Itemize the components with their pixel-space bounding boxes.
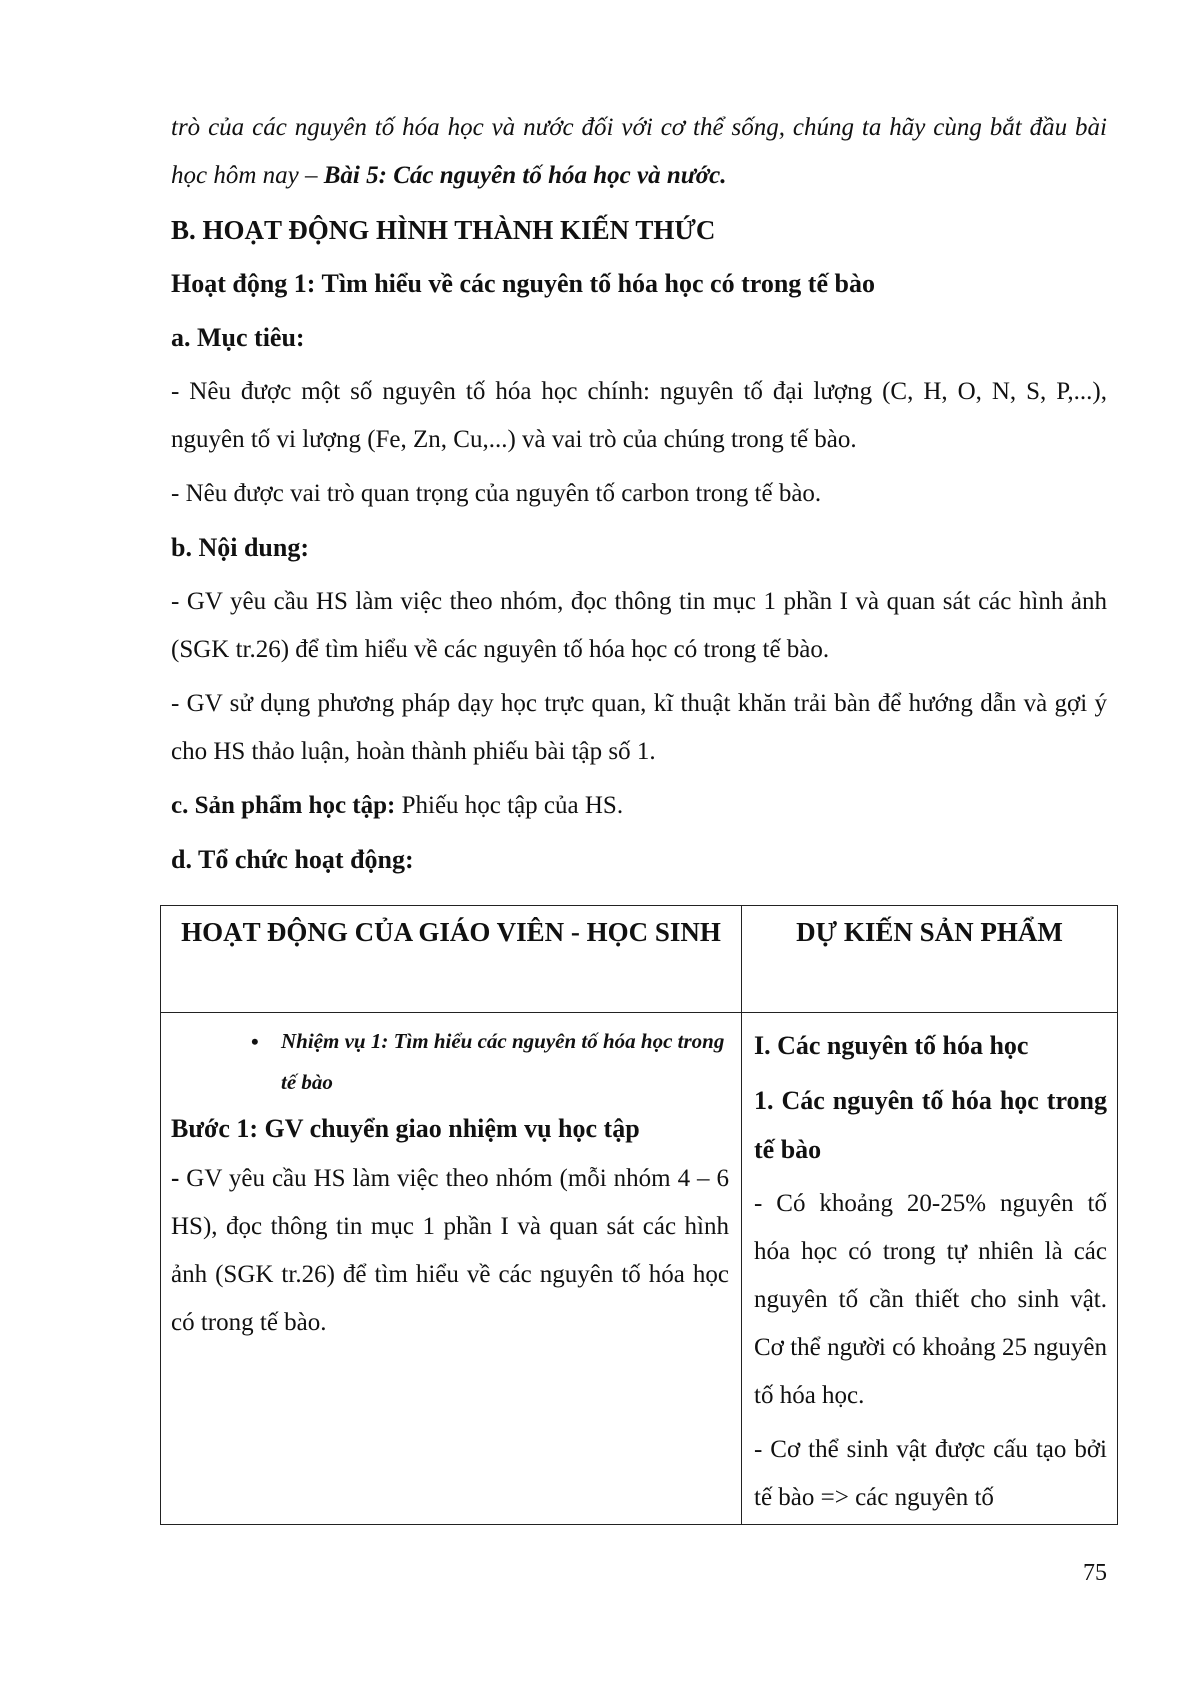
page-body	[171, 104, 1107, 890]
table-header-row	[161, 906, 1118, 1013]
page-number: 75	[1083, 1560, 1107, 1586]
content-item: - GV sử dụng phương pháp dạy học trực quan, kĩ thuật khăn trải bàn để hướng dẫn và gợi ý cho HS thảo luận, hoàn thành phiếu bài tập số 1.	[171, 690, 1107, 765]
product-paragraph: - Cơ thể sinh vật được cấu tạo bởi tế bào => các nguyên tố	[754, 1436, 1107, 1511]
table-row	[161, 1013, 1118, 1525]
product-line	[171, 782, 1107, 830]
objective-item: - Nêu được vai trò quan trọng của nguyên tố carbon trong tế bào.	[171, 480, 822, 507]
section-title: B. HOẠT ĐỘNG HÌNH THÀNH KIẾN THỨC	[171, 215, 716, 245]
lesson-title: Bài 5: Các nguyên tố hóa học và nước.	[323, 162, 727, 189]
objective-item: - Nêu được một số nguyên tố hóa học chính: nguyên tố đại lượng (C, H, O, N, S, P,...), nguyên tố vi lượng (Fe, Zn, Cu,...) và vai trò của chúng trong tế bào.	[171, 378, 1107, 453]
dash: -	[171, 1165, 180, 1192]
product-heading: I. Các nguyên tố hóa học	[754, 1031, 1029, 1060]
task-item	[251, 1021, 729, 1103]
objectives-heading: a. Mục tiêu:	[171, 323, 305, 352]
organize-heading: d. Tổ chức hoạt động:	[171, 845, 414, 874]
step-title: Bước 1: GV chuyển giao nhiệm vụ học tập	[171, 1114, 640, 1143]
activity-table	[160, 905, 1118, 1525]
product-paragraph: - Có khoảng 20-25% nguyên tố hóa học có trong tự nhiên là các nguyên tố cần thiết cho sinh vật. Cơ thể người có khoảng 25 nguyên tố hóa học.	[754, 1190, 1107, 1409]
product-label: c. Sản phẩm học tập:	[171, 792, 396, 819]
activity-title: Hoạt động 1: Tìm hiểu về các nguyên tố hóa học có trong tế bào	[171, 269, 875, 298]
step-text: GV yêu cầu HS làm việc theo nhóm (mỗi nhóm 4 – 6 HS), đọc thông tin mục 1 phần I và quan sát các hình ảnh (SGK tr.26) để tìm hiểu về các nguyên tố hóa học có trong tế bào.	[171, 1165, 729, 1336]
step-description	[171, 1155, 729, 1347]
content-heading: b. Nội dung:	[171, 533, 309, 562]
intro-text: trò của các nguyên tố hóa học và nước đối với cơ thể sống, chúng ta hãy cùng bắt đầu bài học hôm nay –	[171, 114, 1107, 189]
product-cell	[742, 1013, 1118, 1525]
header-expected-product: DỰ KIẾN SẢN PHẨM	[742, 906, 1118, 1013]
product-text: Phiếu học tập của HS.	[395, 792, 624, 819]
intro-paragraph	[171, 104, 1107, 200]
header-teacher-student-activity: HOẠT ĐỘNG CỦA GIÁO VIÊN - HỌC SINH	[161, 906, 742, 1013]
product-subheading: 1. Các nguyên tố hóa học trong tế bào	[754, 1086, 1107, 1164]
bullet-icon: •	[251, 1029, 259, 1054]
task-text: Nhiệm vụ 1: Tìm hiểu các nguyên tố hóa học trong tế bào	[281, 1029, 725, 1094]
content-item: - GV yêu cầu HS làm việc theo nhóm, đọc thông tin mục 1 phần I và quan sát các hình ảnh (SGK tr.26) để tìm hiểu về các nguyên tố hóa học có trong tế bào.	[171, 588, 1107, 663]
activity-cell	[161, 1013, 742, 1525]
